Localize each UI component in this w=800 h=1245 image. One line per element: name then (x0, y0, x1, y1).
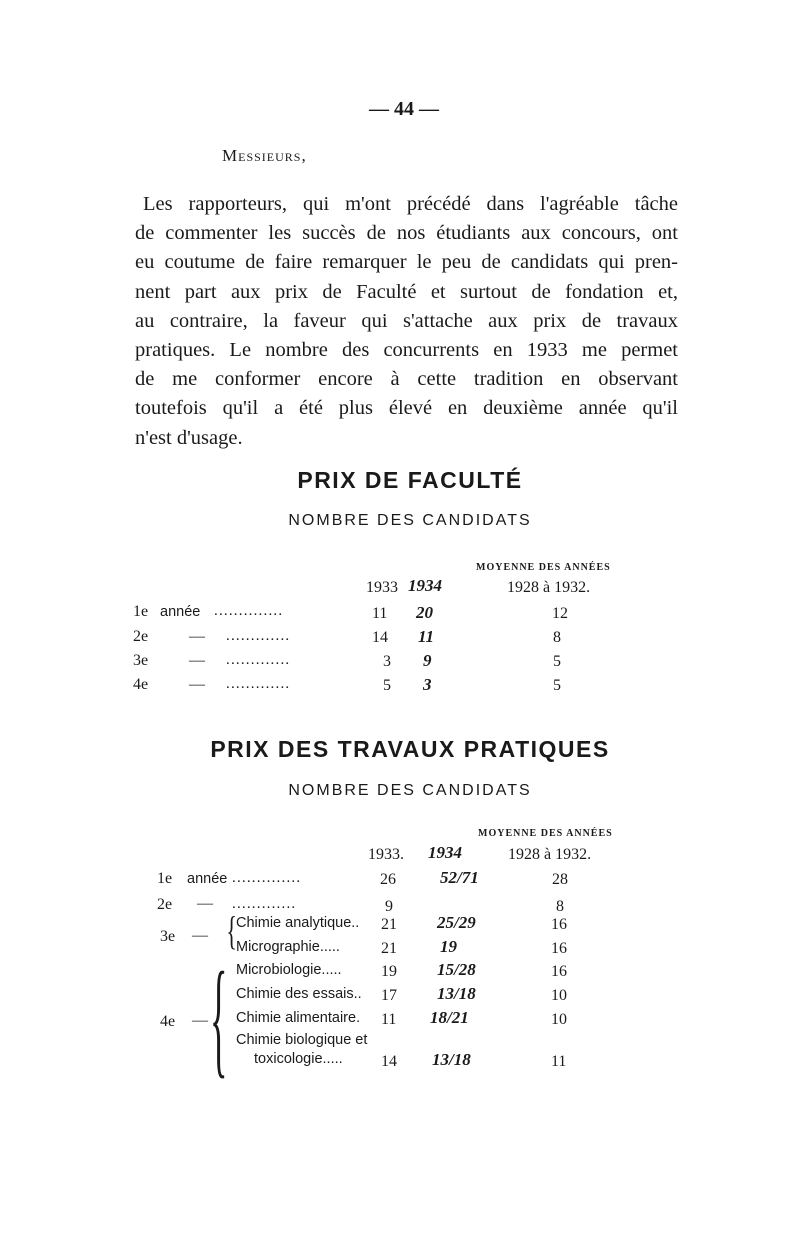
year-label: 1e (133, 603, 149, 620)
value-moyenne: 8 (556, 898, 564, 915)
travaux-title: PRIX DES TRAVAUX PRATIQUES (210, 736, 610, 762)
dot-leader: ............. (232, 896, 297, 912)
course-label: Chimie biologique et (236, 1032, 368, 1048)
paragraph-line: de me conformer encore à cette tradition en observant (135, 368, 678, 391)
paragraph-line: pratiques. Le nombre des concurrents en 1933 me permet (135, 339, 678, 362)
faculte-col-1933: 1933 (366, 579, 398, 596)
ditto-dash: — (189, 676, 205, 693)
value-1933: 21 (381, 940, 397, 957)
faculte-moyenne-header: MOYENNE DES ANNÉES (476, 562, 611, 573)
course-label: Chimie alimentaire. (236, 1010, 361, 1026)
value-1933: 5 (383, 677, 391, 694)
ditto-dash: — (189, 628, 205, 645)
value-1934: 25/29 (437, 913, 476, 932)
faculte-subtitle: NOMBRE DES CANDIDATS (288, 512, 532, 529)
dot-leader: .............. (232, 870, 302, 886)
year-label: 2e (157, 896, 173, 913)
value-1933: 14 (372, 629, 388, 646)
annee-label: année (160, 604, 201, 620)
value-moyenne: 12 (552, 605, 568, 622)
year-label: 3e (160, 928, 176, 945)
salutation: Messieurs, (222, 146, 307, 165)
travaux-col-1933: 1933. (368, 846, 404, 863)
value-moyenne: 16 (551, 940, 567, 957)
ditto-dash: — (189, 652, 205, 669)
paragraph-line: au contraire, la faveur qui s'attache aux prix de travaux (135, 309, 678, 332)
brace-3e: { (226, 908, 237, 953)
value-1933: 11 (372, 605, 388, 622)
value-1933: 14 (381, 1053, 397, 1070)
annee-label: année (187, 871, 228, 887)
value-1934: 19 (440, 937, 457, 956)
course-label: Micrographie..... (236, 939, 340, 955)
value-1933: 9 (385, 898, 393, 915)
value-1933: 11 (381, 1011, 397, 1028)
value-1934: 20 (416, 603, 433, 622)
course-label: Microbiologie..... (236, 962, 342, 978)
value-1933: 17 (381, 987, 397, 1004)
value-1933: 19 (381, 963, 397, 980)
year-label: 4e (160, 1013, 176, 1030)
faculte-title: PRIX DE FACULTÉ (297, 467, 523, 493)
paragraph-line: de commenter les succès de nos étudiants aux concours, ont (135, 222, 678, 245)
paragraph-line: n'est d'usage. (135, 426, 243, 449)
value-moyenne: 28 (552, 871, 568, 888)
dot-leader: ............. (226, 652, 291, 668)
value-moyenne: 5 (553, 653, 561, 670)
value-1934: 11 (418, 627, 435, 646)
year-label: 3e (133, 652, 149, 669)
course-label: Chimie analytique.. (236, 915, 360, 931)
value-moyenne: 16 (551, 963, 567, 980)
travaux-moyenne-header: MOYENNE DES ANNÉES (478, 828, 613, 839)
value-1934: 52/71 (440, 868, 479, 887)
value-moyenne: 5 (553, 677, 561, 694)
value-moyenne: 10 (551, 987, 567, 1004)
paragraph-line: Les rapporteurs, qui m'ont précédé dans l'agréable tâche (143, 193, 678, 215)
dot-leader: ............. (226, 676, 291, 692)
value-1934: 13/18 (437, 984, 476, 1003)
ditto-dash: — (192, 927, 208, 944)
year-label: 2e (133, 628, 149, 645)
value-1934: 18/21 (430, 1008, 469, 1027)
value-moyenne: 16 (551, 916, 567, 933)
page-number: — 44 — (369, 98, 439, 120)
value-1934: 3 (423, 675, 432, 694)
ditto-dash: — (192, 1012, 208, 1029)
value-moyenne: 10 (551, 1011, 567, 1028)
travaux-col-1934: 1934 (428, 843, 462, 862)
intro-paragraph (135, 190, 678, 453)
value-moyenne: 11 (551, 1053, 567, 1070)
paragraph-line: nent part aux prix de Faculté et surtout de fondation et, (135, 280, 678, 303)
course-label: Chimie des essais.. (236, 986, 362, 1002)
dot-leader: .............. (214, 603, 284, 619)
dot-leader: ............. (226, 628, 291, 644)
course-label: toxicologie..... (254, 1051, 343, 1067)
value-1933: 21 (381, 916, 397, 933)
paragraph-line: toutefois qu'il a été plus élevé en deuxième année qu'il (135, 397, 678, 420)
value-moyenne: 8 (553, 629, 561, 646)
value-1934: 13/18 (432, 1050, 471, 1069)
ditto-dash: — (197, 895, 213, 912)
travaux-subtitle: NOMBRE DES CANDIDATS (288, 782, 532, 799)
value-1934: 15/28 (437, 960, 476, 979)
value-1933: 26 (380, 871, 396, 888)
travaux-col-moyenne: 1928 à 1932. (508, 846, 592, 863)
year-label: 1e (157, 870, 173, 887)
value-1933: 3 (383, 653, 391, 670)
faculte-col-1934: 1934 (408, 576, 442, 595)
faculte-col-moyenne: 1928 à 1932. (507, 579, 591, 596)
paragraph-line: eu coutume de faire remarquer le peu de candidats qui pren- (135, 251, 678, 274)
brace-4e: { (210, 946, 228, 1090)
year-label: 4e (133, 676, 149, 693)
value-1934: 9 (423, 651, 432, 670)
